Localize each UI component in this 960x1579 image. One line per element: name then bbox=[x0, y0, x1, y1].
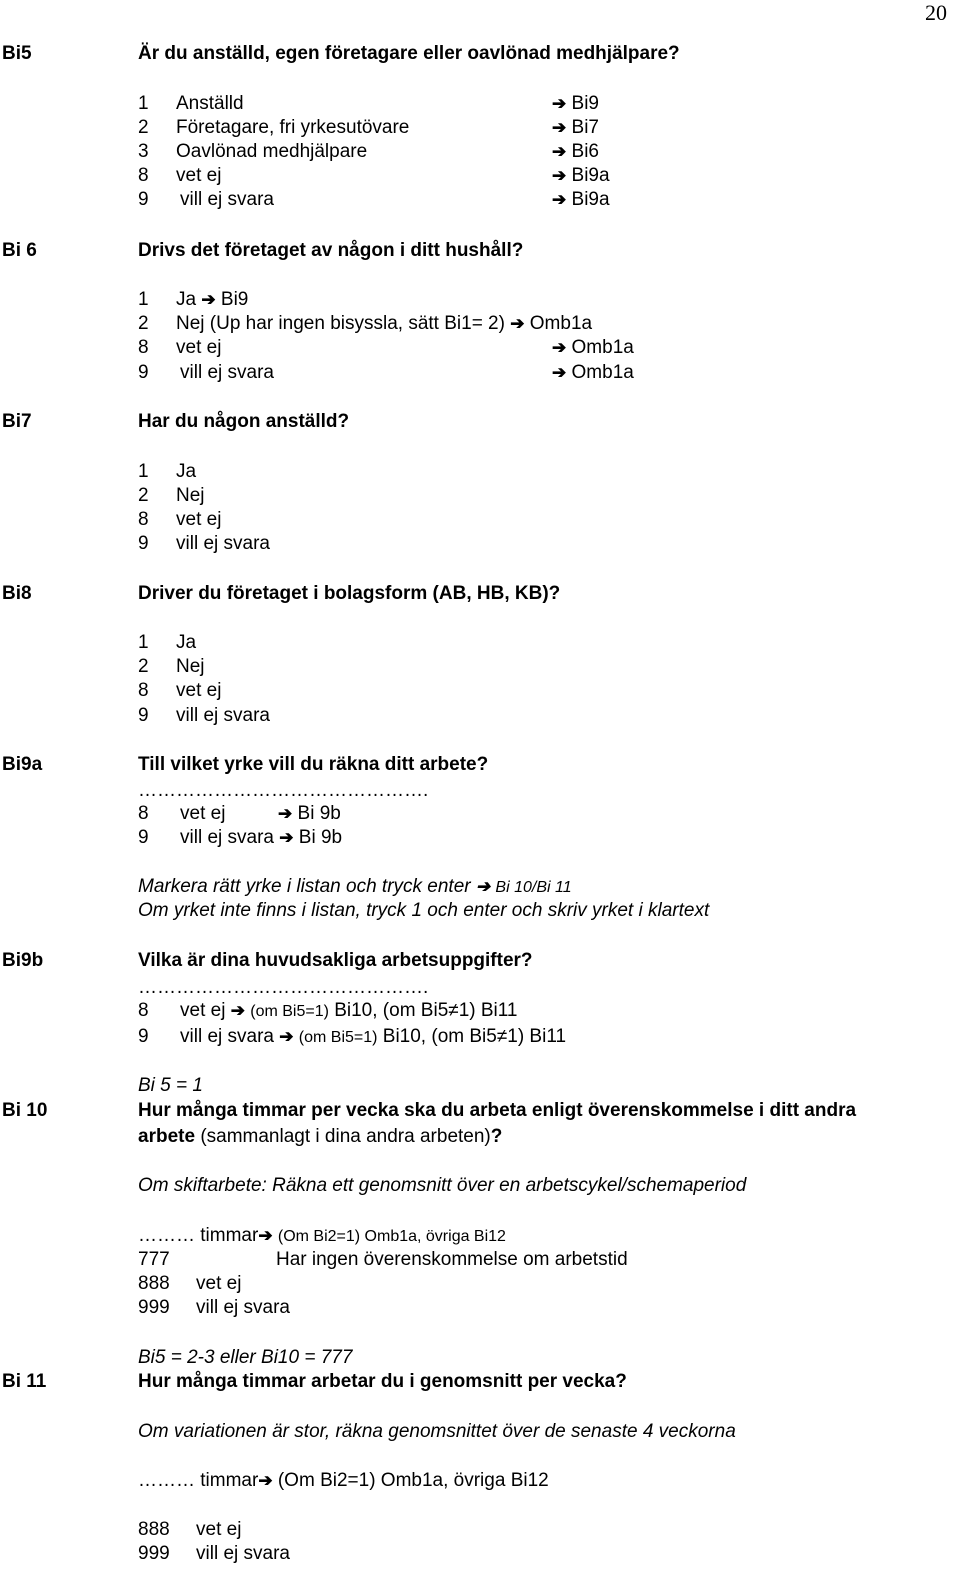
option-code: 8 bbox=[138, 337, 149, 358]
arrow-right-icon: ➔ bbox=[552, 166, 567, 185]
option-text: Företagare, fri yrkesutövare bbox=[176, 117, 410, 138]
option-code: 999 bbox=[138, 1543, 170, 1564]
option-text: vet ej bbox=[176, 509, 222, 530]
option-text: vet ej bbox=[196, 1519, 242, 1540]
question-bi9b: Vilka är dina huvudsakliga arbetsuppgifter? bbox=[138, 950, 533, 971]
hours-goto: (Om Bi2=1) Omb1a, övriga Bi12 bbox=[277, 1228, 506, 1245]
option-code: 8 bbox=[138, 1000, 149, 1021]
page-number: 20 bbox=[925, 0, 947, 25]
option-condition: (om Bi5=1) bbox=[298, 1029, 378, 1046]
question-label-bi7: Bi7 bbox=[2, 411, 32, 432]
option-text: Nej (Up har ingen bisyssla, sätt Bi1= 2) bbox=[176, 313, 505, 334]
arrow-right-icon: ➔ bbox=[230, 1001, 245, 1020]
option-code: 9 bbox=[138, 827, 149, 848]
question-bi5: Är du anställd, egen företagare eller oavlönad medhjälpare? bbox=[138, 43, 680, 64]
question-label-bi9a: Bi9a bbox=[2, 754, 43, 775]
option-text: vill ej svara bbox=[180, 362, 274, 383]
option-code: 888 bbox=[138, 1519, 170, 1540]
instruction-text: Om yrket inte finns i listan, tryck 1 och enter och skriv yrket i klartext bbox=[138, 900, 710, 921]
option-text: vill ej svara bbox=[196, 1543, 290, 1564]
arrow-right-icon: ➔ bbox=[552, 363, 567, 382]
arrow-right-icon: ➔ bbox=[278, 804, 293, 823]
option-code: 2 bbox=[138, 656, 149, 677]
hours-field: ……… timmar bbox=[138, 1470, 259, 1491]
arrow-right-icon: ➔ bbox=[279, 828, 294, 847]
option-code: 1 bbox=[138, 93, 149, 114]
option-goto: Bi9a bbox=[571, 165, 610, 186]
option-text: vet ej bbox=[180, 1000, 226, 1021]
question-bi7: Har du någon anställd? bbox=[138, 411, 350, 432]
arrow-right-icon: ➔ bbox=[552, 190, 567, 209]
option-text: Ja bbox=[176, 461, 197, 482]
question-mark: ? bbox=[490, 1126, 503, 1147]
option-text: vill ej svara bbox=[180, 189, 274, 210]
option-code: 2 bbox=[138, 117, 149, 138]
option-text: vet ej bbox=[176, 165, 222, 186]
option-goto: Bi 9b bbox=[298, 827, 343, 848]
option-text: vill ej svara bbox=[196, 1297, 290, 1318]
option-code: 8 bbox=[138, 509, 149, 530]
instruction-text: Om skiftarbete: Räkna ett genomsnitt över en arbetscykel/schemaperiod bbox=[138, 1175, 747, 1196]
option-code: 9 bbox=[138, 533, 149, 554]
option-code: 9 bbox=[138, 1026, 149, 1047]
option-goto: Bi9 bbox=[220, 289, 249, 310]
question-bi11: Hur många timmar arbetar du i genomsnitt per vecka? bbox=[138, 1371, 627, 1392]
question-label-bi11: Bi 11 bbox=[2, 1371, 47, 1392]
instruction-text: Markera rätt yrke i listan och tryck enter bbox=[138, 876, 471, 897]
option-code: 3 bbox=[138, 141, 149, 162]
option-code: 888 bbox=[138, 1273, 170, 1294]
option-code: 2 bbox=[138, 485, 149, 506]
arrow-right-icon: ➔ bbox=[552, 142, 567, 161]
option-text: vet ej bbox=[176, 337, 222, 358]
option-text: Nej bbox=[176, 485, 205, 506]
question-label-bi10: Bi 10 bbox=[2, 1100, 48, 1121]
answer-dots-field: ………………………………………. bbox=[138, 780, 429, 801]
option-goto: Bi7 bbox=[571, 117, 599, 138]
arrow-right-icon: ➔ bbox=[510, 314, 525, 333]
option-code: 9 bbox=[138, 362, 149, 383]
question-label-bi6: Bi 6 bbox=[2, 240, 37, 261]
option-goto: Omb1a bbox=[571, 362, 634, 383]
option-text: Ja bbox=[176, 289, 197, 310]
question-bi10-note: (sammanlagt i dina andra arbeten) bbox=[200, 1126, 491, 1147]
option-condition: (om Bi5=1) bbox=[250, 1003, 329, 1020]
option-goto: Bi6 bbox=[571, 141, 599, 162]
instruction-goto: Bi 10/Bi 11 bbox=[495, 879, 572, 896]
option-text: vet ej bbox=[196, 1273, 242, 1294]
question-bi6: Drivs det företaget av någon i ditt hushåll? bbox=[138, 240, 524, 261]
option-text: vill ej svara bbox=[180, 827, 274, 848]
option-goto: Bi9 bbox=[571, 93, 599, 114]
option-text: Anställd bbox=[176, 93, 244, 114]
option-code: 1 bbox=[138, 461, 149, 482]
filter-condition: Bi5 = 2-3 eller Bi10 = 777 bbox=[138, 1347, 353, 1368]
option-text: Har ingen överenskommelse om arbetstid bbox=[276, 1249, 628, 1270]
option-text: vill ej svara bbox=[180, 1026, 274, 1047]
arrow-right-icon: ➔ bbox=[552, 94, 567, 113]
filter-condition: Bi 5 = 1 bbox=[138, 1075, 203, 1096]
option-text: Oavlönad medhjälpare bbox=[176, 141, 368, 162]
instruction-text: Om variationen är stor, räkna genomsnittet över de senaste 4 veckorna bbox=[138, 1421, 736, 1442]
option-code: 8 bbox=[138, 803, 149, 824]
question-bi10: Hur många timmar per vecka ska du arbeta enligt överenskommelse i ditt andra bbox=[138, 1100, 857, 1121]
option-text: Nej bbox=[176, 656, 205, 677]
question-bi9a: Till vilket yrke vill du räkna ditt arbete? bbox=[138, 754, 489, 775]
option-code: 999 bbox=[138, 1297, 170, 1318]
answer-dots-field: ………………………………………. bbox=[138, 977, 429, 998]
option-text: vill ej svara bbox=[176, 705, 270, 726]
arrow-right-icon: ➔ bbox=[201, 290, 216, 309]
arrow-right-icon: ➔ bbox=[552, 118, 567, 137]
option-code: 9 bbox=[138, 705, 149, 726]
question-label-bi8: Bi8 bbox=[2, 583, 32, 604]
option-goto: Omb1a bbox=[571, 337, 634, 358]
option-goto: Bi9a bbox=[571, 189, 610, 210]
option-goto: Bi 9b bbox=[297, 803, 341, 824]
hours-field: ……… timmar bbox=[138, 1225, 259, 1246]
option-goto: Bi10, (om Bi5≠1) Bi11 bbox=[334, 1000, 518, 1021]
option-goto: Bi10, (om Bi5≠1) Bi11 bbox=[382, 1026, 567, 1047]
arrow-right-icon: ➔ bbox=[258, 1471, 273, 1490]
option-text: Ja bbox=[176, 632, 197, 653]
question-bi8: Driver du företaget i bolagsform (AB, HB, KB)? bbox=[138, 583, 561, 604]
option-code: 8 bbox=[138, 165, 149, 186]
option-code: 1 bbox=[138, 632, 149, 653]
option-text: vet ej bbox=[176, 680, 222, 701]
option-text: vet ej bbox=[180, 803, 226, 824]
question-label-bi9b: Bi9b bbox=[2, 950, 44, 971]
option-code: 9 bbox=[138, 189, 149, 210]
hours-goto: (Om Bi2=1) Omb1a, övriga Bi12 bbox=[277, 1470, 549, 1491]
question-bi10-cont: arbete bbox=[138, 1126, 196, 1147]
arrow-right-icon: ➔ bbox=[279, 1027, 294, 1046]
arrow-right-icon: ➔ bbox=[475, 877, 491, 896]
arrow-right-icon: ➔ bbox=[552, 338, 567, 357]
option-code: 1 bbox=[138, 289, 149, 310]
option-code: 777 bbox=[138, 1249, 170, 1270]
option-goto: Omb1a bbox=[529, 313, 593, 334]
option-code: 2 bbox=[138, 313, 149, 334]
option-code: 8 bbox=[138, 680, 149, 701]
option-text: vill ej svara bbox=[176, 533, 270, 554]
question-label-bi5: Bi5 bbox=[2, 43, 32, 64]
arrow-right-icon: ➔ bbox=[258, 1226, 273, 1245]
